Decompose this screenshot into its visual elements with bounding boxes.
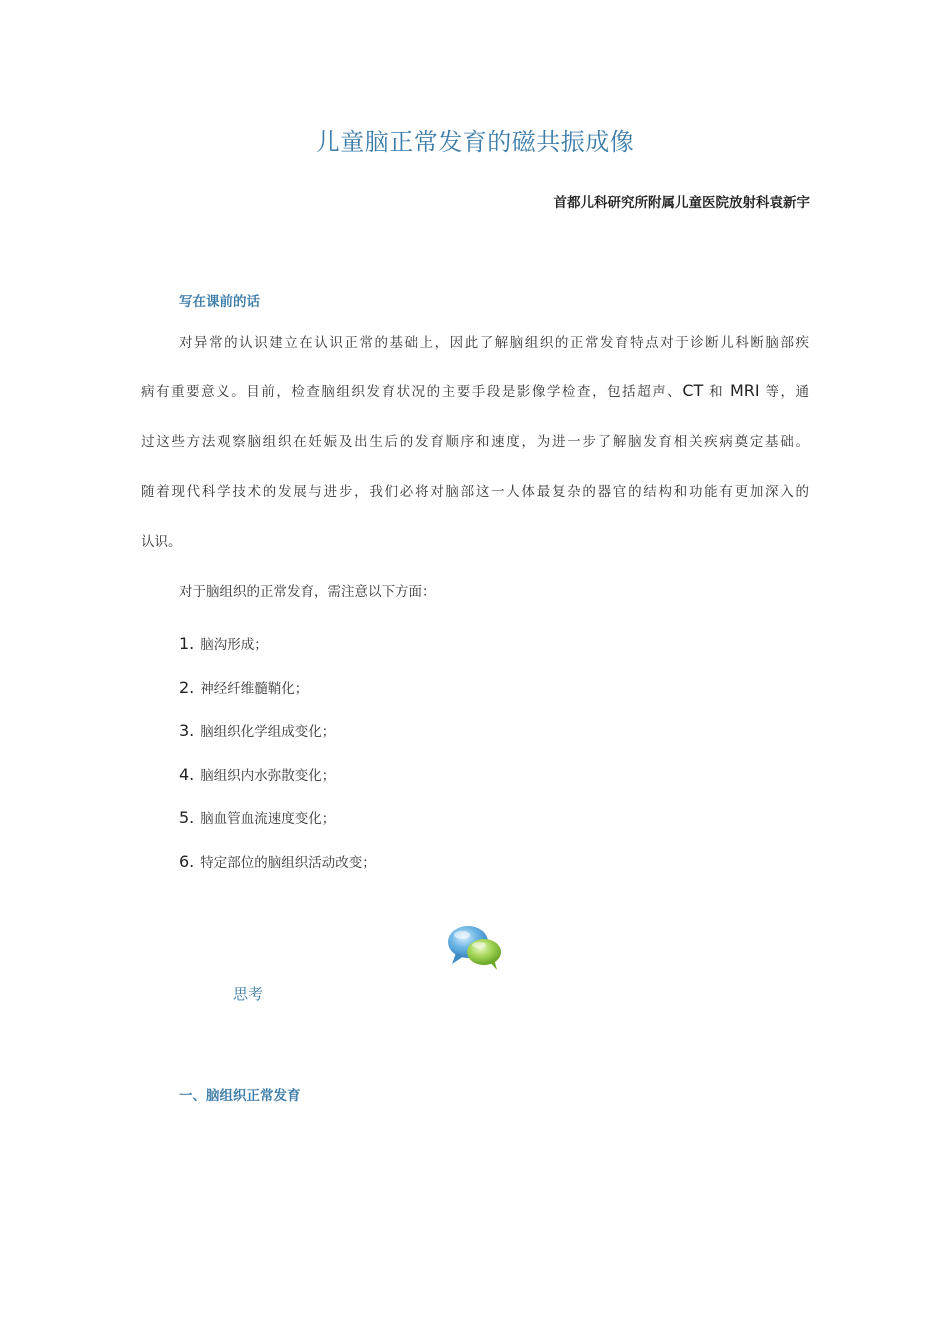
intro-heading: 写在课前的话 <box>179 294 260 310</box>
list-text: 脑组织内水弥散变化； <box>200 768 336 784</box>
author-line: 首都儿科研究所附属儿童医院放射科袁新宇 <box>553 195 810 211</box>
intro-line-3-text: 过这些方法观察脑组织在妊娠及出生后的发育顺序和速度，为进一步了解脑发育相关疾病奠定基础。 <box>141 434 809 450</box>
intro-line-2-part-a: 病有重要意义。目前，检查脑组织发育状况的主要手段是影像学检查，包括超声、 <box>141 384 683 400</box>
section-1-heading: 一、脑组织正常发育 <box>179 1088 301 1104</box>
intro-paragraph-line-3 <box>141 430 809 450</box>
list-text: 特定部位的脑组织活动改变； <box>200 855 376 871</box>
list-number: 3. <box>179 721 195 740</box>
intro-line-2-part-c: 和 <box>709 384 725 400</box>
list-number: 5. <box>179 808 195 827</box>
intro-paragraph-line-2 <box>141 380 809 400</box>
mri-term: MRI <box>729 381 760 400</box>
list-item <box>179 677 308 697</box>
intro-paragraph-line-1 <box>179 331 809 351</box>
list-item <box>179 851 376 871</box>
list-number: 6. <box>179 852 195 871</box>
page-title: 儿童脑正常发育的磁共振成像 <box>315 128 635 156</box>
list-item <box>179 720 335 740</box>
list-item <box>179 764 335 784</box>
think-label: 思考 <box>233 985 264 1003</box>
list-item <box>179 807 335 827</box>
list-text: 神经纤维髓鞘化； <box>200 681 309 697</box>
intro-paragraph-line-5: 认识。 <box>141 534 182 550</box>
intro-line-2-part-e: 等，通 <box>765 384 810 400</box>
list-number: 4. <box>179 765 195 784</box>
intro-line-1-text: 对异常的认识建立在认识正常的基础上，因此了解脑组织的正常发育特点对于诊断儿科断脑部疾 <box>179 335 809 351</box>
list-number: 1. <box>179 634 195 653</box>
list-number: 2. <box>179 678 195 697</box>
attention-intro: 对于脑组织的正常发育，需注意以下方面： <box>179 584 436 600</box>
list-text: 脑血管血流速度变化； <box>200 811 336 827</box>
ct-term: CT <box>682 381 704 400</box>
list-text: 脑组织化学组成变化； <box>200 724 336 740</box>
list-item <box>179 633 268 653</box>
list-text: 脑沟形成； <box>200 637 268 653</box>
chat-bubbles-icon <box>446 924 504 972</box>
intro-paragraph-line-4 <box>141 480 809 500</box>
intro-line-4-text: 随着现代科学技术的发展与进步，我们必将对脑部这一人体最复杂的器官的结构和功能有更加深入的 <box>141 484 809 500</box>
